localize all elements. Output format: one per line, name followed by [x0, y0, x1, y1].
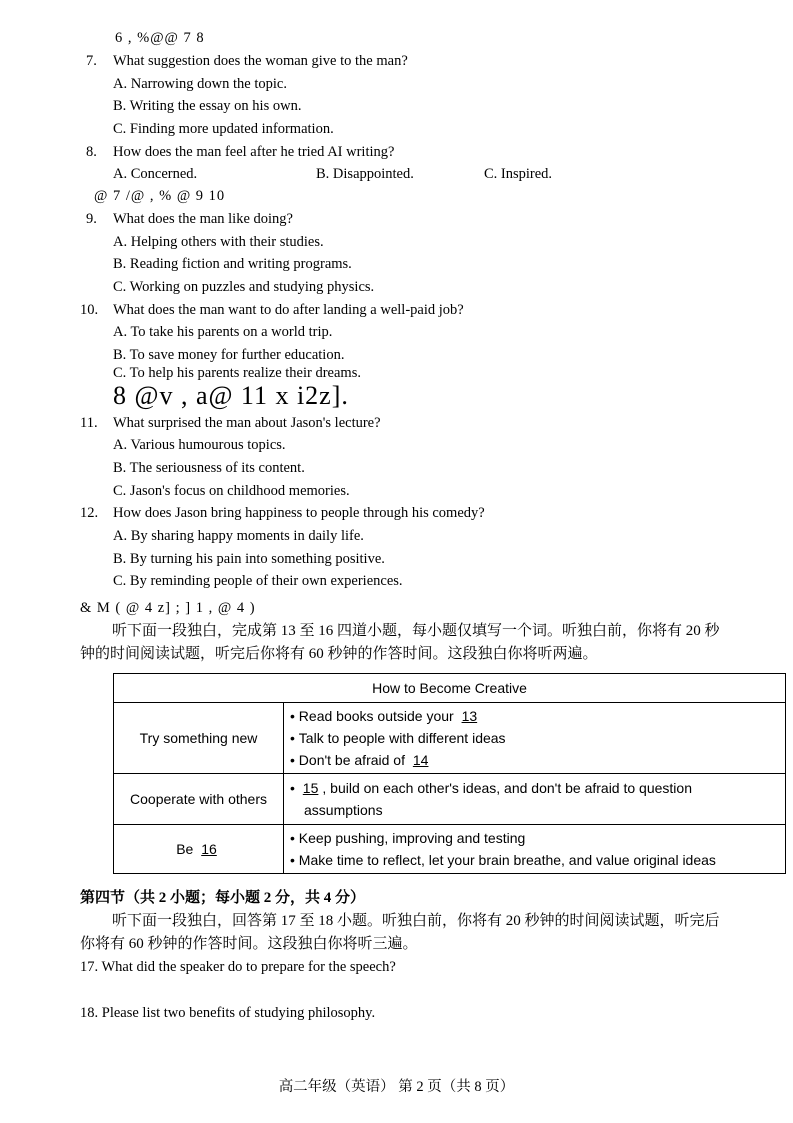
question-9-option-c: C. Working on puzzles and studying physics.	[113, 279, 375, 295]
question-18: 18. Please list two benefits of studying philosophy.	[80, 1005, 376, 1021]
section-3-instructions-line-1: 听下面一段独白，完成第 13 至 16 四道小题，每小题仅填写一个词。听独白前，你将有 20 秒	[112, 623, 720, 639]
list-item-text: Don't be afraid of	[298, 752, 409, 768]
list-item: • Keep pushing, improving and testing	[290, 830, 526, 846]
list-item-text: Read books outside your	[298, 708, 458, 724]
question-10-stem: What does the man want to do after landing a well-paid job?	[113, 302, 464, 318]
question-10-option-a: A. To take his parents on a world trip.	[113, 324, 333, 340]
question-11-option-c: C. Jason's focus on childhood memories.	[113, 483, 350, 499]
garbled-section-heading: & M ( @ 4 z] ; ] 1 , @ 4 )	[80, 600, 256, 616]
question-10-number: 10.	[80, 302, 99, 318]
garbled-heading: 8 @v , a@ 11 x i2z].	[113, 381, 349, 410]
section-4-title: 第四节（共 2 小题；每小题 2 分，共 4 分）	[80, 890, 366, 906]
question-10-option-b: B. To save money for further education.	[113, 347, 345, 363]
question-7-number: 7.	[86, 53, 97, 69]
section-4-instructions-line-1: 听下面一段独白，回答第 17 至 18 小题。听独白前，你将有 20 秒钟的时间阅读试题，听完后	[112, 913, 720, 929]
question-11-stem: What surprised the man about Jason's lecture?	[113, 415, 381, 431]
list-item: • 15 , build on each other's ideas, and don't be afraid to question	[290, 780, 692, 796]
question-8-option-b: B. Disappointed.	[316, 166, 414, 182]
blank-16: 16	[201, 841, 217, 857]
section-4-instructions-line-2: 你将有 60 秒钟的作答时间。这段独白你将听三遍。	[80, 936, 418, 952]
list-item-text: Talk to people with different ideas	[298, 730, 506, 746]
question-7-option-b: B. Writing the essay on his own.	[113, 98, 302, 114]
garbled-line: @ 7 /@ , % @ 9 10	[94, 188, 226, 204]
question-9-option-b: B. Reading fiction and writing programs.	[113, 256, 352, 272]
question-11-option-b: B. The seriousness of its content.	[113, 460, 305, 476]
question-7-option-a: A. Narrowing down the topic.	[113, 76, 287, 92]
question-12-number: 12.	[80, 505, 99, 521]
question-12-option-c: C. By reminding people of their own experiences.	[113, 573, 403, 589]
question-8-option-a: A. Concerned.	[113, 166, 198, 182]
creative-table	[113, 673, 786, 874]
question-12-option-a: A. By sharing happy moments in daily life.	[113, 528, 364, 544]
question-12-option-b: B. By turning his pain into something positive.	[113, 551, 385, 567]
question-9-option-a: A. Helping others with their studies.	[113, 234, 324, 250]
question-7-stem: What suggestion does the woman give to the man?	[113, 53, 408, 69]
section-3-instructions-line-2: 钟的时间阅读试题，听完后你将有 60 秒钟的作答时间。这段独白你将听两遍。	[80, 646, 598, 662]
question-10-option-c: C. To help his parents realize their dreams.	[113, 365, 361, 381]
question-9-stem: What does the man like doing?	[113, 211, 293, 227]
question-8-number: 8.	[86, 144, 97, 160]
row-label-be	[114, 825, 284, 874]
list-item-text: Keep pushing, improving and testing	[298, 830, 526, 846]
list-item: • Read books outside your 13	[290, 705, 779, 727]
list-item-text: , build on each other's ideas, and don't be afraid to question	[322, 780, 692, 796]
question-12-stem: How does Jason bring happiness to people through his comedy?	[113, 505, 485, 521]
question-11-option-a: A. Various humourous topics.	[113, 437, 286, 453]
list-item-text: Make time to reflect, let your brain breathe, and value original ideas	[298, 852, 716, 868]
row-content-be	[284, 825, 786, 874]
table-title: How to Become Creative	[114, 674, 786, 703]
list-item: • Make time to reflect, let your brain breathe, and value original ideas	[290, 852, 716, 868]
list-item: • Talk to people with different ideas	[290, 730, 506, 746]
blank-14: 14	[412, 752, 429, 768]
row-label-try-something-new: Try something new	[114, 703, 284, 774]
garbled-line: 6 , %@@ 7 8	[115, 30, 205, 46]
row-content-cooperate	[284, 774, 786, 825]
question-9-number: 9.	[86, 211, 97, 227]
question-8-stem: How does the man feel after he tried AI writing?	[113, 144, 395, 160]
row-content-try-something-new	[284, 703, 786, 774]
question-7-option-c: C. Finding more updated information.	[113, 121, 334, 137]
page-footer: 高二年级（英语） 第 2 页（共 8 页）	[278, 1079, 515, 1095]
list-item-continuation: assumptions	[304, 802, 383, 818]
question-8-option-c: C. Inspired.	[484, 166, 553, 182]
list-item: • Don't be afraid of 14	[290, 749, 779, 771]
blank-15: 15	[302, 780, 319, 796]
blank-13: 13	[461, 708, 478, 724]
row-label-cooperate: Cooperate with others	[114, 774, 284, 825]
row-label-text: Be	[176, 841, 198, 857]
question-11-number: 11.	[80, 415, 98, 431]
question-17: 17. What did the speaker do to prepare for the speech?	[80, 959, 396, 975]
